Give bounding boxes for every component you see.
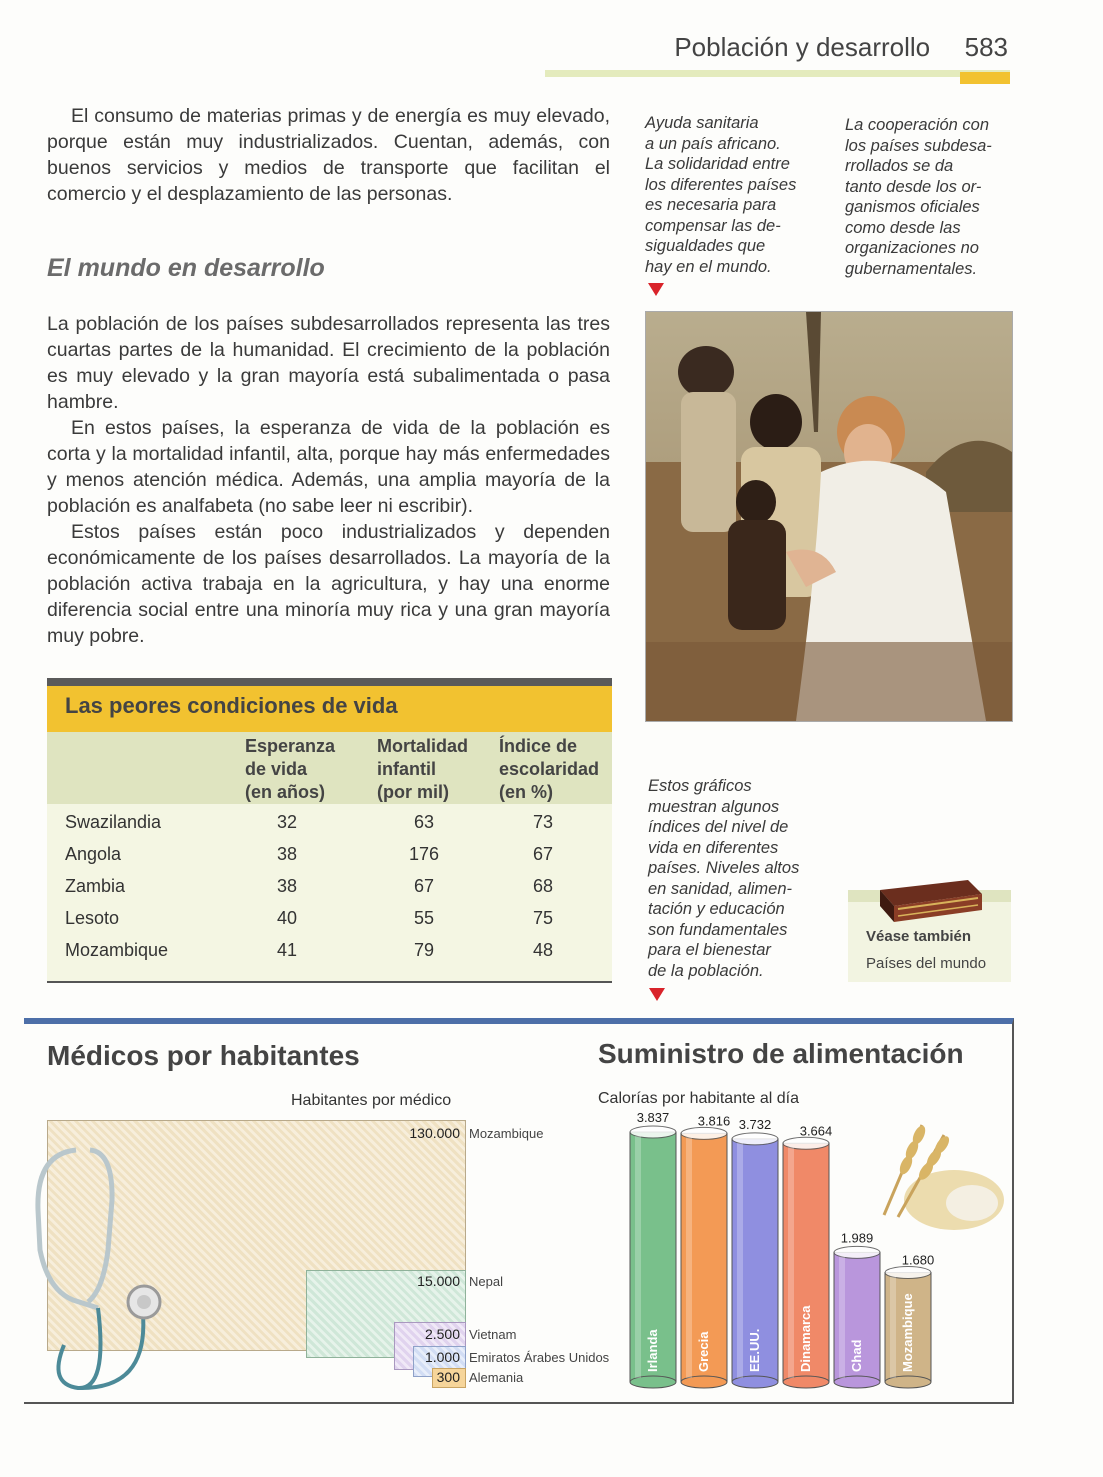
caption-line: los diferentes países	[645, 175, 797, 194]
food-value-label: 1.680	[901, 1252, 935, 1268]
column-header-life	[245, 735, 335, 804]
caption-line: vida en diferentes	[648, 838, 779, 857]
intro-paragraph	[47, 103, 610, 207]
caption-line: los países subdesa-	[845, 136, 992, 155]
photo-caption-right	[845, 115, 1015, 279]
cell-mortality: 63	[413, 812, 435, 832]
cell-mortality: 176	[408, 844, 440, 864]
header-line: infantil	[377, 759, 436, 779]
food-value-label: 1.989	[840, 1230, 874, 1246]
caption-line: sigualdades que	[645, 237, 766, 255]
table-row	[47, 908, 612, 938]
caption-line: organizaciones no	[845, 239, 979, 257]
photo-medical-aid	[645, 311, 1013, 722]
caption-line: La cooperación con	[845, 116, 990, 134]
caption-line: son fundamentales	[648, 920, 788, 939]
food-value-label: 3.732	[738, 1116, 772, 1132]
cell-country: Zambia	[65, 876, 126, 896]
header-line: de vida	[245, 759, 308, 779]
cell-life: 38	[276, 844, 298, 864]
cell-school: 75	[532, 908, 554, 928]
table-row	[47, 876, 612, 906]
food-bar-highlight	[635, 1136, 641, 1378]
doctors-chart-subtitle: Habitantes por médico	[291, 1092, 452, 1109]
caption-line: índices del nivel de	[648, 818, 789, 836]
caption-line: de la población.	[648, 961, 764, 980]
page-number: 583	[964, 32, 1008, 62]
caption-line: compensar las de-	[645, 216, 781, 235]
cell-school: 67	[532, 844, 554, 864]
food-country-label: EE.UU.	[747, 1328, 762, 1372]
see-also-title: Véase también	[866, 928, 972, 945]
food-country-label: Grecia	[696, 1331, 711, 1372]
doctors-value-mozambique: 130.000	[409, 1125, 460, 1141]
graphs-caption	[648, 776, 828, 981]
food-value-label: 3.816	[697, 1113, 731, 1129]
cell-mortality: 55	[413, 908, 435, 928]
doctors-label-germany: Alemania	[469, 1370, 524, 1385]
food-value-label: 3.664	[799, 1123, 833, 1139]
cell-country: Swazilandia	[65, 812, 162, 832]
caption-line: Estos gráficos	[648, 777, 752, 795]
cell-country: Lesoto	[65, 908, 120, 928]
caption-arrow-icon	[648, 283, 664, 296]
section-paragraph-1: La población de los países subdesarrollados representa las tres cuartas partes de la humanidad. El crecimiento de la población es muy elevado y la gran mayoría está subalimentada o pasa hambre.	[47, 313, 610, 413]
food-bar-highlight	[737, 1143, 743, 1378]
caption-line: muestran algunos	[648, 797, 780, 816]
header-line: (en %)	[499, 782, 553, 802]
table-top-rule	[47, 678, 612, 686]
cell-life: 41	[276, 940, 298, 960]
page-header	[600, 32, 1008, 63]
section-heading: El mundo en desarrollo	[47, 254, 325, 282]
stethoscope-icon	[28, 1140, 178, 1397]
section-paragraph-2: En estos países, la esperanza de vida de la población es corta y la mortalidad infantil, alta, porque hay más enfermedades y menos atención médica. Además, una amplia mayoría de la población es analfabeta (no sabe leer ni escribir).	[47, 417, 610, 517]
food-chart-title: Suministro de alimentación	[598, 1038, 964, 1069]
caption-line: rrollados se da	[845, 157, 954, 175]
header-line: Mortalidad	[377, 736, 469, 756]
cell-country: Angola	[65, 844, 122, 864]
cell-country: Mozambique	[65, 940, 169, 960]
doctors-value-vietnam: 2.500	[424, 1326, 460, 1342]
cell-school: 73	[532, 812, 554, 832]
caption-line: como desde las	[845, 218, 961, 237]
caption-line: Ayuda sanitaria	[645, 114, 759, 132]
caption-line: La solidaridad entre	[645, 155, 790, 173]
intro-text: El consumo de materias primas y de energía es muy elevado, porque están muy industrializados. Cuentan, además, con buenos servicios y medios de transporte que facilitan el comercio y el desplazamiento de las personas.	[47, 105, 610, 205]
doctors-value-emirates: 1.000	[424, 1349, 460, 1365]
food-country-label: Chad	[849, 1339, 864, 1372]
section-paragraph-3: Estos países están poco industrializados y dependen económicamente de los países desarrollados. La mayoría de la población activa trabaja en la agricultura, y hay una enorme diferencia social entre una minoría muy rica y una gran mayoría muy pobre.	[47, 521, 610, 647]
food-chart-subtitle: Calorías por habitante al día	[598, 1090, 800, 1107]
cell-life: 32	[276, 812, 298, 832]
caption-line: es necesaria para	[645, 196, 777, 214]
doctors-value-nepal: 15.000	[417, 1273, 460, 1289]
header-title: Población y desarrollo	[674, 32, 931, 62]
table-bottom-rule	[47, 981, 612, 983]
book-icon	[876, 876, 986, 931]
table-row	[47, 940, 612, 970]
section-body	[47, 311, 610, 649]
food-bar-highlight	[788, 1147, 794, 1378]
cell-mortality: 67	[413, 876, 435, 896]
caption-line: tación y educación	[648, 900, 785, 918]
table-title: Las peores condiciones de vida	[65, 693, 398, 718]
photo-caption-left	[645, 113, 825, 277]
food-chart-plot	[600, 1100, 960, 1390]
column-header-school	[499, 735, 599, 804]
cell-life: 38	[276, 876, 298, 896]
table-row	[47, 812, 612, 842]
caption-line: tanto desde los or-	[845, 177, 982, 196]
doctors-label-emirates: Emiratos Árabes Unidos	[469, 1350, 610, 1365]
doctors-value-germany: 300	[436, 1369, 460, 1385]
caption-line: hay en el mundo.	[645, 257, 772, 276]
doctors-chart-title: Médicos por habitantes	[47, 1040, 360, 1071]
caption-line: ganismos oficiales	[845, 198, 980, 216]
caption-line: gubernamentales.	[845, 259, 978, 278]
caption-line: a un país africano.	[645, 134, 781, 153]
column-header-mortality	[377, 735, 468, 804]
caption-arrow-icon	[649, 988, 665, 1001]
doctors-label-nepal: Nepal	[469, 1274, 503, 1289]
caption-line: en sanidad, alimen-	[648, 879, 793, 898]
food-bar-highlight	[839, 1256, 845, 1378]
header-line: Esperanza	[245, 736, 336, 756]
caption-line: para el bienestar	[648, 941, 771, 959]
doctors-label-mozambique: Mozambique	[469, 1126, 544, 1141]
food-bar-highlight	[686, 1137, 692, 1378]
cell-mortality: 79	[413, 940, 435, 960]
header-line: Índice de	[499, 736, 578, 756]
cell-school: 48	[532, 940, 554, 960]
doctors-label-vietnam: Vietnam	[469, 1327, 517, 1342]
see-also-link[interactable]: Países del mundo	[866, 955, 987, 972]
caption-line: países. Niveles altos	[648, 859, 800, 877]
cell-life: 40	[276, 908, 298, 928]
header-line: (por mil)	[377, 782, 449, 802]
header-accent	[960, 72, 1010, 84]
header-line: escolaridad	[499, 759, 600, 779]
food-country-label: Dinamarca	[798, 1305, 813, 1372]
header-rule	[545, 70, 1010, 77]
photo-illustration	[646, 312, 1012, 721]
table-row	[47, 844, 612, 874]
food-country-label: Mozambique	[900, 1293, 915, 1372]
header-line: (en años)	[245, 782, 326, 802]
food-country-label: Irlanda	[645, 1329, 660, 1372]
cell-school: 68	[532, 876, 554, 896]
food-value-label: 3.837	[636, 1110, 670, 1125]
food-bar-highlight	[890, 1277, 896, 1378]
